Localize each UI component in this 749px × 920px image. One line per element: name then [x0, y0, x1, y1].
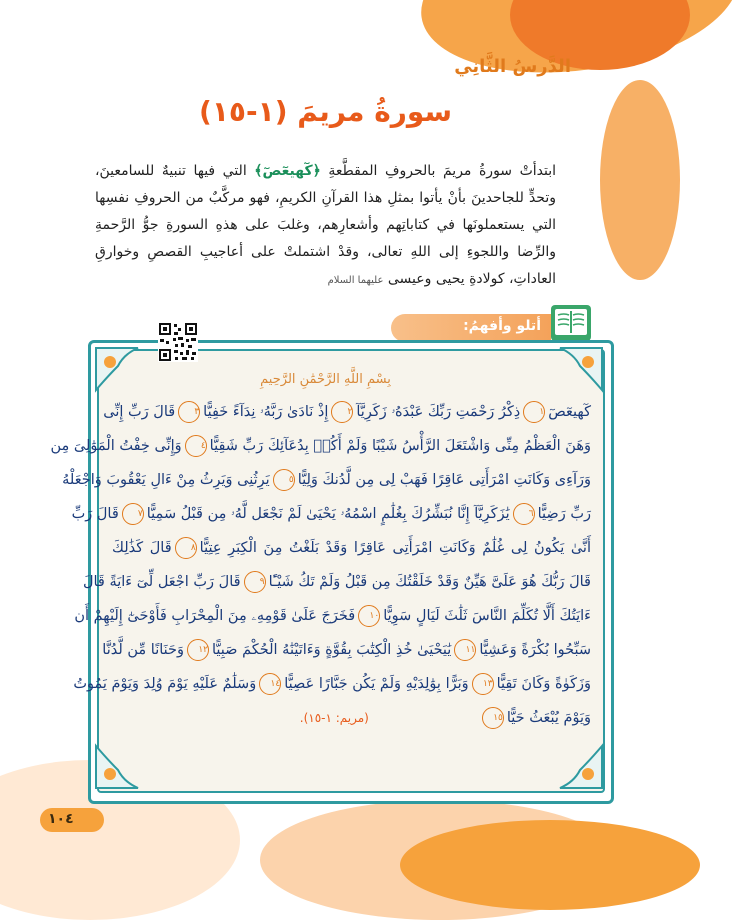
basmala: بِسْمِ اللَّهِ الرَّحْمَٰنِ الرَّحِيمِ	[260, 372, 391, 387]
corner-ornament-icon	[94, 744, 140, 790]
verse-line	[74, 599, 591, 633]
salutation-mark: عليهما السلام	[327, 275, 384, 286]
verse-reference: (مريم: ١-١٥).	[299, 711, 369, 725]
ayah-number-marker: ٩	[244, 571, 266, 593]
verse-text: ذِكْرُ رَحْمَتِ رَبِّكَ عَبْدَهُۥ زَكَرِيَّآ	[356, 404, 521, 420]
lesson-label: الدَّرسُ الثَّانِي	[454, 56, 571, 77]
page-number-badge	[40, 808, 104, 832]
verse-text: قَالَ كَذَٰلِكَ	[112, 540, 172, 556]
verse-text: سَبِّحُوا بُكْرَةً وَعَشِيًّا	[479, 642, 591, 658]
ayah-number-marker: ١٢	[187, 639, 209, 661]
corner-ornament-icon	[558, 744, 604, 790]
verse-text: يَٰيَحْيَىٰ خُذِ الْكِتَٰبَ بِقُوَّةٍ وَءَاتَيْنَٰهُ الْحُكْمَ صَبِيًّا	[212, 642, 452, 658]
ayah-number-marker: ١٠	[358, 605, 380, 627]
verse-text: وَرَآءِى وَكَانَتِ امْرَأَتِى عَاقِرًا فَهَبْ لِى مِن لَّدُنكَ وَلِيًّا	[297, 472, 591, 488]
verse-line	[50, 429, 591, 463]
verse-text: إِذْ نَادَىٰ رَبَّهُۥ نِدَآءً خَفِيًّا	[203, 404, 329, 420]
verse-text: وَسَلَٰمٌ عَلَيْهِ يَوْمَ وُلِدَ وَيَوْمَ يَمُوتُ	[73, 676, 257, 692]
section-banner-label: أتلو وأفهمُ:	[463, 318, 541, 334]
intro-text-2: التي فيها تنبيهٌ للسامعينَ، وتحدٍّ للجاحدينَ بأنْ يأتوا بمثلِ هذا القرآنِ الكريمِ، فهو مركَّبٌ من الحروفِ نفسِها التي يستعملونَها في كتاباتِهم وأشعارِهم، وغلبَ على هذهِ السورةِ جوُّ الرَّحمةِ والرِّضا واللجوءِ إلى اللهِ تعالى، وقدْ اشتملتْ على أعاجيبِ القصصِ وخوارقِ العاداتِ، كولادةِ يحيى وعيسى	[95, 163, 556, 287]
ayah-number-marker: ٥	[273, 469, 295, 491]
ayah-number-marker: ١	[523, 401, 545, 423]
ayah-number-marker: ١٣	[472, 673, 494, 695]
verse-text: وَبَرًّا بِوَٰلِدَيْهِ وَلَمْ يَكُن جَبَّارًا عَصِيًّا	[284, 676, 469, 692]
verse-text: يَٰزَكَرِيَّآ إِنَّا نُبَشِّرُكَ بِغُلَٰمٍ اسْمُهُۥ يَحْيَىٰ لَمْ نَجْعَل لَّهُۥ مِن قَبْلُ سَمِيًّا	[146, 506, 510, 522]
quran-book-icon	[549, 303, 593, 343]
verse-text: ءَايَتُكَ أَلَّا تُكَلِّمَ النَّاسَ ثَلَٰثَ لَيَالٍ سَوِيًّا	[383, 608, 591, 624]
decor-blob-bottom-2	[400, 820, 700, 910]
verse-text: قَالَ رَبِّ	[71, 506, 119, 522]
ayah-number-marker: ٦	[513, 503, 535, 525]
verse-text: رَبِّ رَضِيًّا	[537, 506, 591, 522]
section-banner	[391, 314, 551, 342]
page-number: ١٠٤	[48, 811, 74, 827]
verse-text: قَالَ رَبِّ اجْعَل لِّىٓ ءَايَةً قَالَ	[82, 574, 241, 590]
ayah-number-marker: ٣	[178, 401, 200, 423]
ayah-number-marker: ١٥	[482, 707, 504, 729]
verse-line	[62, 463, 591, 497]
verse-text: وَإِنِّى خِفْتُ الْمَوَٰلِىَ مِن	[50, 438, 182, 454]
verse-line	[102, 633, 591, 667]
ayah-number-marker: ١١	[454, 639, 476, 661]
verse-line	[73, 667, 591, 701]
verse-text: يَرِثُنِى وَيَرِثُ مِنْ ءَالِ يَعْقُوبَ وَاجْعَلْهُ	[62, 472, 270, 488]
verse-text: وَيَوْمَ يُبْعَثُ حَيًّا	[506, 710, 591, 726]
verse-text: وَحَنَانًا مِّن لَّدُنَّا	[102, 642, 184, 658]
ayah-number-marker: ٢	[331, 401, 353, 423]
ayah-number-marker: ١٤	[259, 673, 281, 695]
verse-text: كٓهيعٓصٓ	[548, 404, 591, 420]
intro-text-1: ابتدأتْ سورةُ مريمَ بالحروفِ المقطَّعةِ	[320, 163, 557, 179]
qr-code-icon[interactable]	[158, 322, 198, 362]
verse-text: قَالَ رَبِّ إِنِّى	[103, 404, 176, 420]
verse-line	[112, 531, 591, 565]
verse-text: فَخَرَجَ عَلَىٰ قَوْمِهِۦ مِنَ الْمِحْرَابِ فَأَوْحَىٰٓ إِلَيْهِمْ أَن	[74, 608, 356, 624]
ayah-number-marker: ٤	[185, 435, 207, 457]
verse-line	[82, 565, 591, 599]
muqattaat-letters: ﴿كٓهيعٓصٓ﴾	[254, 163, 321, 179]
sura-title: سورةُ مريمَ (١-١٥)	[199, 95, 452, 128]
verse-text: وَزَكَوٰةً وَكَانَ تَقِيًّا	[496, 676, 591, 692]
ayah-number-marker: ٧	[122, 503, 144, 525]
ayah-number-marker: ٨	[175, 537, 197, 559]
verse-text: قَالَ رَبُّكَ هُوَ عَلَىَّ هَيِّنٌ وَقَدْ خَلَقْتُكَ مِن قَبْلُ وَلَمْ تَكُ شَيْـًٔا	[268, 574, 591, 590]
verse-text: أَنَّىٰ يَكُونُ لِى غُلَٰمٌ وَكَانَتِ امْرَأَتِى عَاقِرًا وَقَدْ بَلَغْتُ مِنَ الْكِبَرِ عِتِيًّا	[199, 540, 591, 556]
verse-line	[71, 497, 591, 531]
intro-paragraph	[95, 158, 556, 294]
verse-text: وَهَنَ الْعَظْمُ مِنِّى وَاشْتَعَلَ الرَّأْسُ شَيْبًا وَلَمْ أَكُنۢ بِدُعَآئِكَ رَبِّ شَقِيًّا	[209, 438, 591, 454]
verse-line	[112, 701, 591, 735]
quran-verses	[50, 395, 591, 735]
verse-line	[103, 395, 591, 429]
